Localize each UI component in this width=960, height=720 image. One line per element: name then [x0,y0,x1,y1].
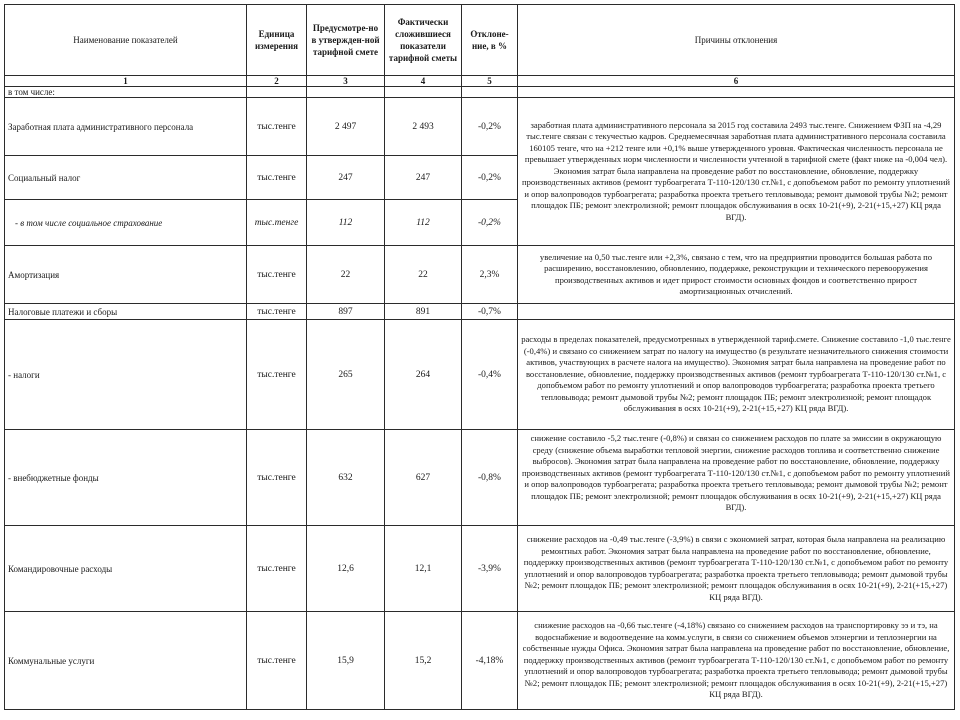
row-actual: 247 [385,156,462,200]
row-unit: тыс.тенге [247,526,307,612]
intro-label: в том числе: [5,87,247,98]
row-unit: тыс.тенге [247,430,307,526]
row-unit: тыс.тенге [247,320,307,430]
row-actual: 22 [385,246,462,304]
row-actual: 12,1 [385,526,462,612]
row-actual: 891 [385,304,462,320]
reason-travel: снижение расходов на -0,49 тыс.тенге (-3,9%) в связи с экономией затрат, которая была направлена на реализацию ремонтных работ. Экономия затрат была направлена на проведение работ по восстановление, обновление, поддержку производственных активов (ремонт турбоагрегата Т-110-120/130 ст.№1, с допобъемом работ по ремонту уплотнений и опор валопроводов турбоагрегата; разработка проекта третьего тепловывода; ремонт дымовой трубы №2; ремонт площадок ПБ; ремонт электролизной; ремонт площадок обслуживания в осях 10-21(+9), 2-21(+15,+27) КЦ ряда ВГД). [518,526,955,612]
row-planned: 15,9 [307,612,385,710]
row-actual: 264 [385,320,462,430]
reason-utilities: снижение расходов на -0,66 тыс.тенге (-4,18%) связано со снижением расходов на транспортировку ээ и тэ, на водоснабжение и водоотведение на комм.услуги, в связи со снижением объемов элэнергии и теплоэнергии на собственные нужды Офиса. Экономия затрат была направлена на проведение работ по восстановление, обновление, поддержку производственных активов (ремонт турбоагрегата Т-110-120/130 ст.№1, с допобъемом работ по ремонту уплотнений и опор валопроводов турбоагрегата; разработка проекта третьего тепловывода; ремонт дымовой трубы №2; ремонт площадок ПБ; ремонт электролизной; ремонт площадок обслуживания в осях 10-21(+9), 2-21(+15,+27) КЦ ряда ВГД). [518,612,955,710]
row-unit: тыс.тенге [247,246,307,304]
row-planned: 12,6 [307,526,385,612]
row-deviation: -0,2% [462,200,518,246]
header-unit: Единица измерения [247,5,307,76]
table-row [5,98,955,156]
table-row [5,304,955,320]
row-actual: 2 493 [385,98,462,156]
row-actual: 15,2 [385,612,462,710]
row-name: Социальный налог [5,156,247,200]
row-name: Командировочные расходы [5,526,247,612]
deviation-table [4,4,955,710]
row-actual: 627 [385,430,462,526]
row-name: Налоговые платежи и сборы [5,304,247,320]
row-planned: 265 [307,320,385,430]
intro-row [5,87,955,98]
row-name: - налоги [5,320,247,430]
row-deviation: 2,3% [462,246,518,304]
column-number: 3 [307,76,385,87]
row-planned: 112 [307,200,385,246]
reason-funds: снижение составило -5,2 тыс.тенге (-0,8%) и связан со снижением расходов по плате за эмиссии в окружающую среду (снижение объема выработки тепловой энергии, снижение расходов топлива и соответственно снижение выбросов). Экономия затрат была направлена на проведение работ по восстановление, обновление, поддержку производственных активов (ремонт турбоагрегата Т-110-120/130 ст.№1, с допобъемом работ по ремонту уплотнений и опор валопроводов турбоагрегата; разработка проекта третьего тепловывода; ремонт дымовой трубы №2; ремонт площадок ПБ; ремонт электролизной; ремонт площадок обслуживания в осях 10-21(+9), 2-21(+15,+27) КЦ ряда ВГД). [518,430,955,526]
row-unit: тыс.тенге [247,156,307,200]
reason-taxes: расходы в пределах показателей, предусмотренных в утвержденной тариф.смете. Снижение составило -1,0 тыс.тенге (-0,4%) и связано со снижением затрат по налогу на имущество (в результате незначительного снижения стоимости активов, участвующих в расчете налога на имущество). Экономия затрат была направлена на проведение работ по восстановление, обновление, поддержку производственных активов (ремонт турбоагрегата Т-110-120/130 ст.№1, с допобъемом работ по ремонту уплотнений и опор валопроводов турбоагрегата; разработка проекта третьего тепловывода; ремонт дымовой трубы №2; ремонт площадок ПБ; ремонт электролизной; ремонт площадок обслуживания в осях 10-21(+9), 2-21(+15,+27) КЦ ряда ВГД). [518,320,955,430]
row-actual: 112 [385,200,462,246]
row-name: Заработная плата административного персонала [5,98,247,156]
header-indicator-name: Наименование показателей [5,5,247,76]
header-reasons: Причины отклонения [518,5,955,76]
header-actual: Фактически сложившиеся показатели тарифной сметы [385,5,462,76]
row-name: Коммунальные услуги [5,612,247,710]
table-row [5,320,955,430]
row-deviation: -0,2% [462,156,518,200]
row-deviation: -4,18% [462,612,518,710]
row-unit: тыс.тенге [247,304,307,320]
column-number-row [5,76,955,87]
row-name: - в том числе социальное страхование [5,200,247,246]
table-row [5,526,955,612]
reason-salary: заработная плата административного персонала за 2015 год составила 2493 тыс.тенге. Снижением ФЗП на -4,29 тыс.тенге связан с текучестью кадров. Среднемесячная заработная плата административного персонала составила 160105 тенге, что на +212 тенге или +0,1% выше утвержденного уровня. Фактическая численность персонала не превышает утвержденных норм численности и численности учтенной в тарифной смете (факт ниже на -0,004 чел). Экономия затрат была направлена на проведение работ по восстановление, обновление, поддержку производственных активов (ремонт турбоагрегата Т-110-120/130 ст.№1, с допобъемом работ по ремонту уплотнений и опор валопроводов турбоагрегата; разработка проекта третьего тепловывода; ремонт дымовой трубы №2; ремонт площадок ПБ; ремонт электролизной; ремонт площадок обслуживания в осях 10-21(+9), 2-21(+15,+27) КЦ ряда ВГД). [518,98,955,246]
document-sheet [4,4,956,716]
reason-empty [518,304,955,320]
table-row [5,246,955,304]
column-number: 5 [462,76,518,87]
row-deviation: -0,2% [462,98,518,156]
column-number: 4 [385,76,462,87]
row-unit: тыс.тенге [247,612,307,710]
row-deviation: -3,9% [462,526,518,612]
row-unit: тыс.тенге [247,200,307,246]
column-number: 2 [247,76,307,87]
row-deviation: -0,7% [462,304,518,320]
table-header-row [5,5,955,76]
header-deviation: Отклоне-ние, в % [462,5,518,76]
row-planned: 247 [307,156,385,200]
table-row [5,612,955,710]
row-planned: 632 [307,430,385,526]
reason-amortization: увеличение на 0,50 тыс.тенге или +2,3%, связано с тем, что на предприятии проводится большая работа по расширению, восстановлению, обновлению, поддержке, реконструкции и технического перевооружения производственных активов и идет прирост стоимости основных фондов и соответственно прирост амортизационных отчислений. [518,246,955,304]
row-planned: 22 [307,246,385,304]
table-row [5,430,955,526]
header-planned: Предусмотре-но в утвержден-ной тарифной смете [307,5,385,76]
row-name: Амортизация [5,246,247,304]
row-planned: 2 497 [307,98,385,156]
column-number: 6 [518,76,955,87]
row-deviation: -0,8% [462,430,518,526]
column-number: 1 [5,76,247,87]
row-unit: тыс.тенге [247,98,307,156]
row-name: - внебюджетные фонды [5,430,247,526]
row-planned: 897 [307,304,385,320]
row-deviation: -0,4% [462,320,518,430]
